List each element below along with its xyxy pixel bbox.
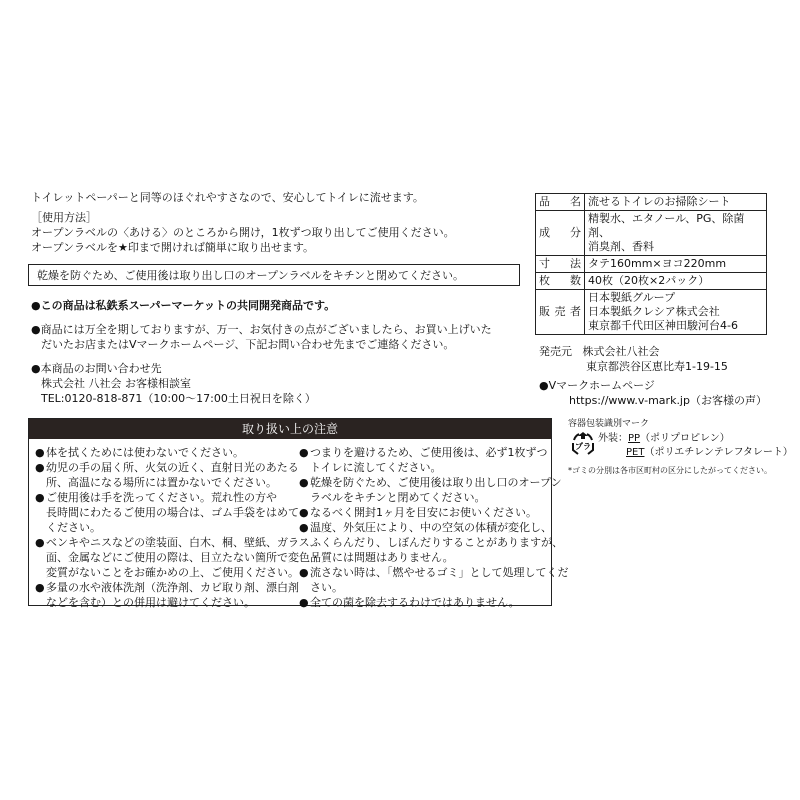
- recycle-note: *ゴミの分別は各市区町村の区分にしたがってください。: [568, 466, 772, 475]
- spec-table: [535, 193, 767, 335]
- recycle-mark-text: プラ: [575, 442, 591, 451]
- spec-label: 寸法: [536, 256, 585, 273]
- spec-value-line: 流せるトイレのお掃除シート: [588, 195, 731, 208]
- handling-item-text: [310, 505, 547, 520]
- spec-value: [585, 211, 767, 256]
- handling-item-line: ラベルをキチンと閉めてください。: [310, 491, 486, 504]
- bullet-icon: ●: [35, 536, 45, 549]
- intro-text: トイレットペーパーと同等のほぐれやすさなので、安心してトイレに流せます。: [31, 191, 424, 204]
- notice-box: 乾燥を防ぐため、ご使用後は取り出し口のオープンラベルをキチンと閉めてください。: [28, 264, 520, 286]
- spec-row: [536, 273, 767, 290]
- bullet-icon: ●: [35, 461, 45, 474]
- handling-left-column: [35, 445, 321, 610]
- recycle-desc-pp: （ポリプロピレン）: [640, 433, 730, 444]
- publisher-company: 株式会社八社会: [582, 345, 660, 358]
- spec-value: [585, 290, 767, 335]
- spec-value: [585, 194, 767, 211]
- spec-value-line: 日本製紙グループ: [588, 291, 676, 304]
- spec-label: 販売者: [536, 290, 585, 335]
- handling-item: [35, 535, 321, 580]
- handling-item-line: トイレに流してください。: [310, 461, 442, 474]
- bullet-icon: ●: [299, 446, 309, 459]
- handling-item-line: 所、高温になる場所には置かないでください。: [46, 476, 277, 489]
- bullet-icon: ●: [299, 521, 309, 534]
- handling-item-line: 温度、外気圧により、中の空気の体積が変化し、: [310, 521, 552, 534]
- spec-value-line: 消臭剤、香料: [588, 240, 654, 253]
- handling-item: [299, 595, 547, 610]
- handling-item-text: [310, 475, 562, 505]
- apology-line: ●商品には万全を期しておりますが、万一、お気付きの点がございましたら、お買い上げいた: [31, 323, 492, 336]
- spec-label: 枚数: [536, 273, 585, 290]
- bullet-icon: ●: [35, 446, 45, 459]
- handling-item-line: 変質がないことをお確かめの上、ご使用ください。: [46, 566, 299, 579]
- spec-row: [536, 256, 767, 273]
- apology-line: だいたお店またはVマークホームページ、下記お問い合わせ先までご連絡ください。: [41, 338, 455, 351]
- joint-development-note: ●この商品は私鉄系スーパーマーケットの共同開発商品です。: [31, 299, 336, 312]
- recycle-prefix: 外装：: [598, 433, 628, 444]
- handling-item-text: [46, 580, 299, 610]
- spec-value: [585, 256, 767, 273]
- bullet-icon: ●: [35, 491, 45, 504]
- usage-line: オープンラベルを★印まで開ければ簡単に取り出せます。: [31, 241, 314, 254]
- spec-row: [536, 194, 767, 211]
- spec-value: [585, 273, 767, 290]
- apology-note: [31, 322, 526, 352]
- usage-section: [31, 210, 521, 255]
- contact-heading: ●本商品のお問い合わせ先: [31, 362, 162, 375]
- bullet-icon: ●: [35, 581, 45, 594]
- handling-item-line: つまりを避けるため、ご使用後は、必ず1枚ずつ: [310, 446, 548, 459]
- publisher-block: [539, 344, 779, 374]
- publisher-address: 東京都渋谷区恵比寿1-19-15: [586, 360, 728, 373]
- handling-title: 取り扱い上の注意: [29, 419, 551, 439]
- handling-item-line: 体を拭くためには使わないでください。: [46, 446, 244, 459]
- handling-item: [299, 520, 563, 565]
- handling-item-text: [310, 565, 569, 595]
- handling-item-line: ください。: [46, 521, 101, 534]
- handling-item-text: [46, 445, 293, 460]
- bullet-icon: ●: [299, 476, 309, 489]
- handling-item-line: 全ての菌を除去するわけではありません。: [310, 596, 520, 609]
- handling-item-line: などを含む）との併用は避けてください。: [46, 596, 255, 609]
- handling-item-line: ベンキやニスなどの塗装面、白木、桐、壁紙、ガラス: [46, 536, 310, 549]
- handling-item-line: 乾燥を防ぐため、ご使用後は取り出し口のオープン: [310, 476, 562, 489]
- handling-notes-box: [28, 418, 569, 609]
- spec-row: [536, 290, 767, 335]
- handling-item: [299, 505, 547, 520]
- handling-item-text: [46, 490, 299, 535]
- handling-item-line: 長時間にわたるご使用の場合は、ゴム手袋をはめて: [46, 506, 299, 519]
- spec-value-line: タテ160mm×ヨコ220mm: [588, 257, 727, 270]
- bullet-icon: ●: [299, 596, 309, 609]
- publisher-label: 発売元: [539, 345, 572, 358]
- vmark-block: [539, 378, 789, 408]
- handling-item: [35, 460, 299, 490]
- spec-value-line: 日本製紙クレシア株式会社: [588, 305, 720, 318]
- spec-label: 成分: [536, 211, 585, 256]
- handling-item-line: ふくらんだり、しぼんだりすることがありますが、: [310, 536, 563, 549]
- bullet-icon: ●: [299, 506, 309, 519]
- handling-item-text: [310, 520, 563, 565]
- usage-line: オープンラベルの〈あける〉のところから開け，1枚ずつ取り出してご使用ください。: [31, 226, 455, 239]
- usage-heading: ［使用方法］: [31, 211, 97, 224]
- vmark-url[interactable]: https://www.v-mark.jp（お客様の声）: [569, 394, 767, 407]
- handling-item: [35, 490, 299, 535]
- handling-item-text: [46, 460, 299, 490]
- handling-item-line: 流さない時は、「燃やせるゴミ」として処理してくだ: [310, 566, 569, 579]
- handling-item-line: 面、金属などにご使用の際は、目立たない箇所で変色・: [46, 551, 321, 564]
- spec-row: [536, 211, 767, 256]
- handling-item-line: ご使用後は手を洗ってください。荒れ性の方や: [46, 491, 277, 504]
- spec-value-line: 精製水、エタノール、PG、除菌剤、: [588, 212, 745, 239]
- handling-item: [299, 475, 562, 505]
- recycle-desc-pet: （ポリエチレンテレフタレート）: [644, 447, 793, 458]
- recycle-caption: 容器包装識別マーク: [568, 419, 650, 429]
- spec-label: 品名: [536, 194, 585, 211]
- contact-tel: TEL:0120-818-871（10:00～17:00土日祝日を除く）: [41, 392, 316, 405]
- handling-item: [35, 445, 293, 460]
- handling-item-line: さい。: [310, 581, 343, 594]
- spec-value-line: 40枚（20枚×2パック）: [588, 274, 710, 287]
- handling-item: [299, 445, 547, 475]
- handling-item-line: 品質には問題はありません。: [310, 551, 454, 564]
- contact-company: 株式会社 八社会 お客様相談室: [41, 377, 191, 390]
- handling-item-line: 幼児の手の届く所、火気の近く、直射日光のあたる: [46, 461, 299, 474]
- spec-value-line: 東京都千代田区神田駿河台4-6: [588, 319, 738, 332]
- handling-item: [35, 580, 299, 610]
- recycle-code-pp: PP: [628, 433, 641, 444]
- plastic-recycle-icon: [570, 430, 596, 456]
- recycle-code-pet: PET: [626, 447, 645, 458]
- recycle-materials: [598, 432, 793, 460]
- handling-item-text: [310, 595, 547, 610]
- handling-item-line: 多量の水や液体洗剤（洗浄剤、カビ取り剤、漂白剤: [46, 581, 299, 594]
- contact-section: [31, 361, 526, 406]
- vmark-label: ●Vマークホームページ: [539, 379, 655, 392]
- handling-item-text: [46, 535, 321, 580]
- handling-item-line: なるべく開封1ヶ月を目安にお使いください。: [310, 506, 537, 519]
- handling-item-text: [310, 445, 548, 475]
- handling-right-column: [299, 445, 569, 610]
- bullet-icon: ●: [299, 566, 309, 579]
- handling-item: [299, 565, 569, 595]
